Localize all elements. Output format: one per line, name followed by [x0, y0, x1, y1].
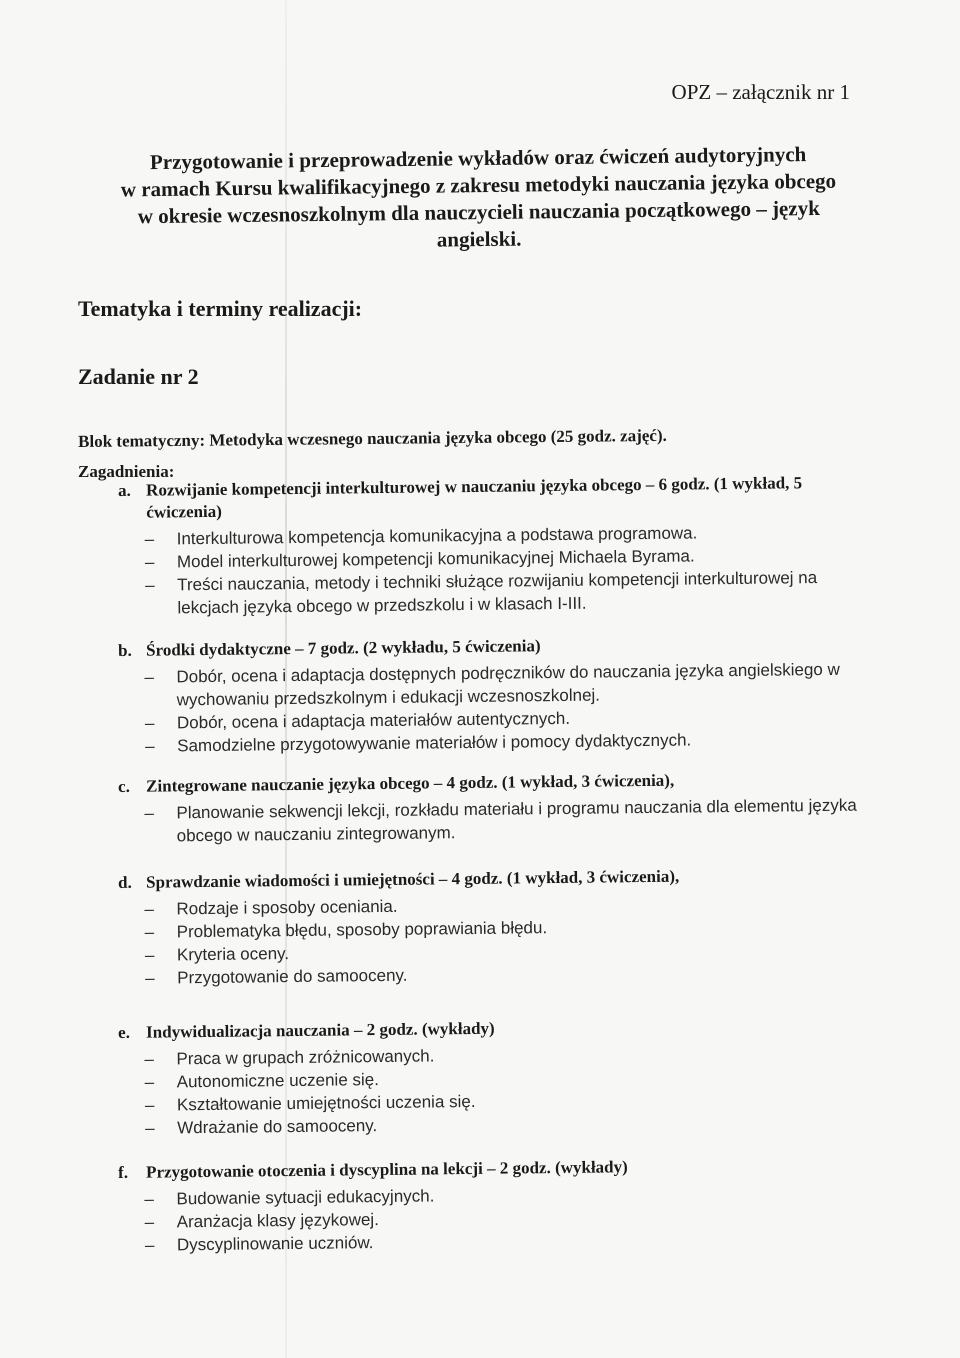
section-heading	[118, 1013, 878, 1044]
title-line: Przygotowanie i przeprowadzenie wykładów oraz ćwiczeń audytoryjnych	[149, 142, 807, 175]
list-item: – Rodzaje i sposoby oceniania.	[144, 896, 398, 919]
list-item: – Interkulturowa kompetencja komunikacyjna a podstawa programowa.	[144, 523, 698, 549]
section-heading	[118, 471, 878, 524]
section-items	[144, 657, 879, 757]
section-letter: a.	[118, 480, 131, 500]
list-item: – Samodzielne przygotowywanie materiałów i pomocy dydaktycznych.	[145, 730, 692, 756]
list-item: – Dobór, ocena i adaptacja dostępnych podręczników do nauczania języka angielskiego w wychowaniu przedszkolnym i edukacji wczesnoszkolnej.	[144, 659, 840, 710]
title-line: w ramach Kursu kwalifikacyjnego z zakresu metodyki nauczania języka obcego	[120, 168, 837, 202]
title-line: angielski.	[436, 226, 522, 252]
list-item: – Budowanie sytuacji edukacyjnych.	[144, 1186, 435, 1209]
section-title: Indywidualizacja nauczania – 2 godz. (wykłady)	[146, 1018, 495, 1042]
section-title: Sprawdzanie wiadomości i umiejętności – 4 godz. (1 wykład, 3 ćwiczenia),	[146, 866, 680, 892]
list-item: – Planowanie sekwencji lekcji, rozkładu materiału i programu nauczania dla elementu języka obcego w nauczaniu zintegrowanym.	[144, 795, 857, 846]
subject-heading: Tematyka i terminy realizacji:	[78, 296, 363, 321]
section-letter: c.	[118, 776, 131, 796]
section-items	[144, 1179, 879, 1256]
list-item: – Treści nauczania, metody i techniki służące rozwijaniu kompetencji interkulturowej na lekcjach języka obcego w przedszkolu i w klasach I-III.	[145, 568, 818, 618]
section-letter: f.	[118, 1162, 129, 1182]
thematic-block: Blok tematyczny: Metodyka wczesnego nauczania języka obcego (25 godz. zajęć).	[78, 425, 667, 451]
section-d	[118, 863, 879, 990]
list-item: – Przygotowanie do samooceny.	[145, 965, 408, 988]
section-title: Środki dydaktyczne – 7 godz. (2 wykładu, 5 ćwiczenia)	[146, 636, 541, 660]
list-item: – Kryteria oceny.	[144, 944, 290, 965]
section-heading	[118, 1153, 878, 1184]
section-c	[118, 767, 879, 848]
section-heading	[118, 863, 878, 894]
section-letter: e.	[118, 1022, 131, 1042]
list-item: – Praca w grupach zróżnicowanych.	[144, 1046, 435, 1069]
list-item: – Kształtowanie umiejętności uczenia się.	[144, 1091, 476, 1115]
section-items	[144, 889, 879, 989]
document-title	[78, 140, 879, 258]
task-heading: Zadanie nr 2	[78, 364, 199, 389]
section-e	[118, 1013, 879, 1140]
section-items	[145, 519, 880, 619]
section-f	[118, 1153, 879, 1257]
section-title: Zintegrowane nauczanie języka obcego – 4 godz. (1 wykład, 3 ćwiczenia),	[146, 770, 675, 796]
section-items	[144, 1039, 879, 1139]
issues-heading: Zagadnienia:	[78, 462, 175, 481]
attachment-label: OPZ – załącznik nr 1	[671, 80, 850, 104]
list-item: – Problematyka błędu, sposoby poprawiania błędu.	[144, 918, 548, 942]
section-a	[118, 471, 880, 620]
list-item: – Dobór, ocena i adaptacja materiałów autentycznych.	[144, 708, 571, 733]
section-heading	[118, 767, 878, 798]
section-letter: d.	[118, 872, 132, 892]
list-item: – Model interkulturowej kompetencji komunikacyjnej Michaela Byrama.	[144, 546, 695, 572]
list-item: – Aranżacja klasy językowej.	[144, 1210, 379, 1232]
list-item: – Dyscyplinowanie uczniów.	[144, 1233, 374, 1255]
section-items	[144, 793, 878, 847]
section-heading	[118, 631, 878, 662]
title-line: w okresie wczesnoszkolnym dla nauczycieli nauczania początkowego – język	[137, 195, 820, 229]
list-item: – Wdrażanie do samooceny.	[145, 1116, 378, 1138]
list-item: – Autonomiczne uczenie się.	[144, 1070, 380, 1092]
section-b	[118, 631, 879, 758]
section-title: Przygotowanie otoczenia i dyscyplina na lekcji – 2 godz. (wykłady)	[146, 1157, 628, 1182]
section-letter: b.	[118, 640, 132, 660]
section-title: Rozwijanie kompetencji interkulturowej w nauczaniu języka obcego – 6 godz. (1 wykład, 5 ćwiczenia)	[146, 473, 803, 522]
